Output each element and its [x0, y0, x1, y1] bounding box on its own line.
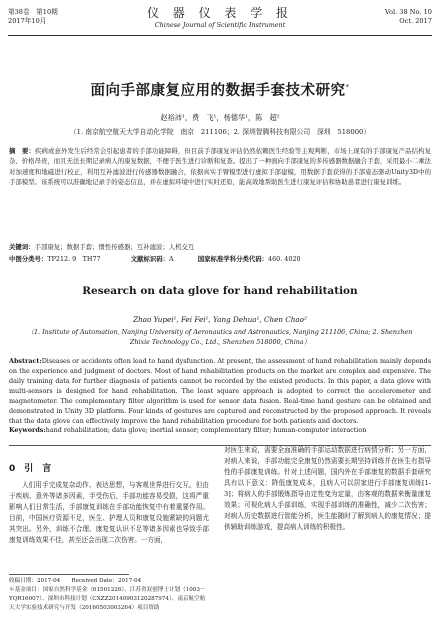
date-en: Oct. 2017 [399, 17, 432, 25]
title-cn-text: 面向手部康复应用的数据手套技术研究 [90, 83, 346, 99]
doc-code-value: A [169, 255, 174, 263]
volume-cn: 第38卷 第10期 [8, 8, 58, 16]
paper-title-en: Research on data glove for hand rehabilitation [82, 285, 358, 297]
fund-note: ＊基金项目：国家自然科学基金（61501226）、江苏省双创博士计划（1003－YQR16007）、深圳市科技计划（CXZZ20140903120287974）、南京航空航天大学实验技术研究与开发（20160503003264）项目资助 [9, 587, 206, 611]
keywords-text-en: hand rehabilitation; data glove; inertial sensor; complementary filter; human-computer interaction [45, 426, 367, 434]
keywords-label-cn: 关键词： [9, 243, 35, 251]
received-date: 收稿日期：2017-04 Received Date：2017-04 [9, 578, 142, 584]
keywords-en [9, 425, 431, 435]
journal-name-en: Chinese Journal of Scientific Instrument [154, 21, 286, 29]
affiliation-en: （1. Institute of Automation, Nanjing University of Aeronautics and Astronautics, Nanjing 211106, China; 2. Shenzhen Zhixie Technology Co., Ltd., Shenzhen 518000, China） [27, 328, 413, 346]
keywords-cn [9, 242, 431, 252]
volume-en: Vol. 38 No. 10 [384, 8, 432, 16]
authors-cn: 赵裕沛¹，费 飞¹，杨德华¹，陈 超² [160, 113, 280, 122]
header-right [385, 8, 432, 26]
clc-label: 中图分类号： [9, 255, 48, 263]
classification-line [9, 254, 431, 264]
doc-code-label: 文献标识码： [130, 255, 170, 263]
abstract-cn [9, 146, 431, 187]
date-cn: 2017年10月 [8, 17, 47, 25]
footnote [9, 577, 209, 613]
keywords-text-cn: 手部康复；数据手套；惯性传感器；互补滤波；人机交互 [34, 243, 195, 251]
footnote-divider [9, 574, 129, 575]
title-footnote-mark: * [345, 83, 350, 92]
authors-en: Zhao Yupei¹, Fei Fei¹, Yang Dehua¹, Chen Chao² [133, 315, 307, 324]
discipline-value: 460. 4020 [268, 255, 301, 263]
journal-name-cn: 仪 器 仪 表 学 报 [146, 6, 294, 20]
paper-title-cn [0, 79, 440, 100]
affiliation-cn: （1. 南京航空航天大学自动化学院 南京 211106；2. 深圳智腾科技有限公司 深圳 518000） [69, 128, 371, 136]
clc-value: TP212. 9 TH77 [47, 255, 101, 263]
header-center [8, 6, 432, 29]
abstract-text-en: Diseases or accidents often lead to hand dysfunction. At present, the assessment of hand rehabilitation mainly depends on the experience and judgment of doctors. Most of hand rehabilitation products on the market are complex and expensive. The daily training data for further diagnosis of patients cannot be recorded by the existed products. In this paper, a data glove with multi-sensors is designed for hand rehabilitation. The least square approach is adopted to correct the accelerometer and magnetometer. The complementary filter algorithm is used for sensor data fusion. Real-time hand gesture can be obtained and demonstrated in Unity 3D platform. Four kinds of gestures are captured and reconstructed by the proposed approach. It reveals that the data glove can effectively improve the hand rehabilitation procedure for both patients and doctors. [9, 357, 431, 425]
journal-header [8, 6, 432, 36]
abstract-text-cn: 疾病或意外发生后经常会引起患者的手部功能障碍，但目前手部康复评估仍然依赖医生经验等主观判断，市场上现有的手部康复产品结构复杂、价格昂贵，而且无法长期记录病人的康复数据，不便于医生进行诊断和复查。提出了一种面向手部康复的多传感器数据融合手套，采用最小二乘法对加速度和地磁进行校正，利用互补滤波进行传感器数据融合，依据真实手臂模型进行虚拟手部建模，用数据手套获得的手部姿态驱动Unity3D中的手部模型。该系统可以准确地记录手的姿态信息，并在虚拟环境中进行实时还原，能高效地帮助医生进行康复评估和协助患者进行康复训练。 [9, 147, 432, 186]
section-heading-intro: 0 引 言 [9, 464, 52, 474]
abstract-label-en: Abstract: [9, 357, 42, 365]
discipline-label: 国家标准学科分类代码： [197, 255, 269, 263]
abstract-en [9, 356, 431, 426]
intro-right-column: 对医生来说，需要全面准确的手部运动数据进行病情分析；另一方面，对病人来说，手部功能完全康复仍然需要长期坚持训练并在医生有指导性的手部康复训练。针对上述问题，国内外在手部康复的数据手套研究具有以下意义：降低康复成本，且病人可以居家进行手部康复训练[1-3]；将病人的手部锻炼指导由定性变为定量，由客观的数据来衡量康复效果；可视化病人手部训练，实现手部训练的准确性，减少二次伤害；对病人历史数据进行智能分析，医生能随时了解到病人的康复情况；提供辅助训练游戏，提高病人训练的积极性。 [224, 446, 431, 531]
keywords-label-en: Keywords: [9, 426, 46, 434]
intro-left-column: 人们用手完成复杂动作、表达思想，与客观世界进行交互。但由于疾病、意外等诸多因素，手受伤后，手部功能容易受损，这将严重影响人们日常生活，手部康复训练在手部功能恢复中有着重要作用。目前，中国医疗资源不足，医生、护理人员和康复设施紧缺的问题尤其突出。另外，训练不合理、康复复认识不足等诸多因素也导致手部康复训练效果不佳，甚至还会出现二次伤害。一方面， [9, 481, 209, 544]
abstract-label-cn: 摘 要： [9, 147, 35, 155]
